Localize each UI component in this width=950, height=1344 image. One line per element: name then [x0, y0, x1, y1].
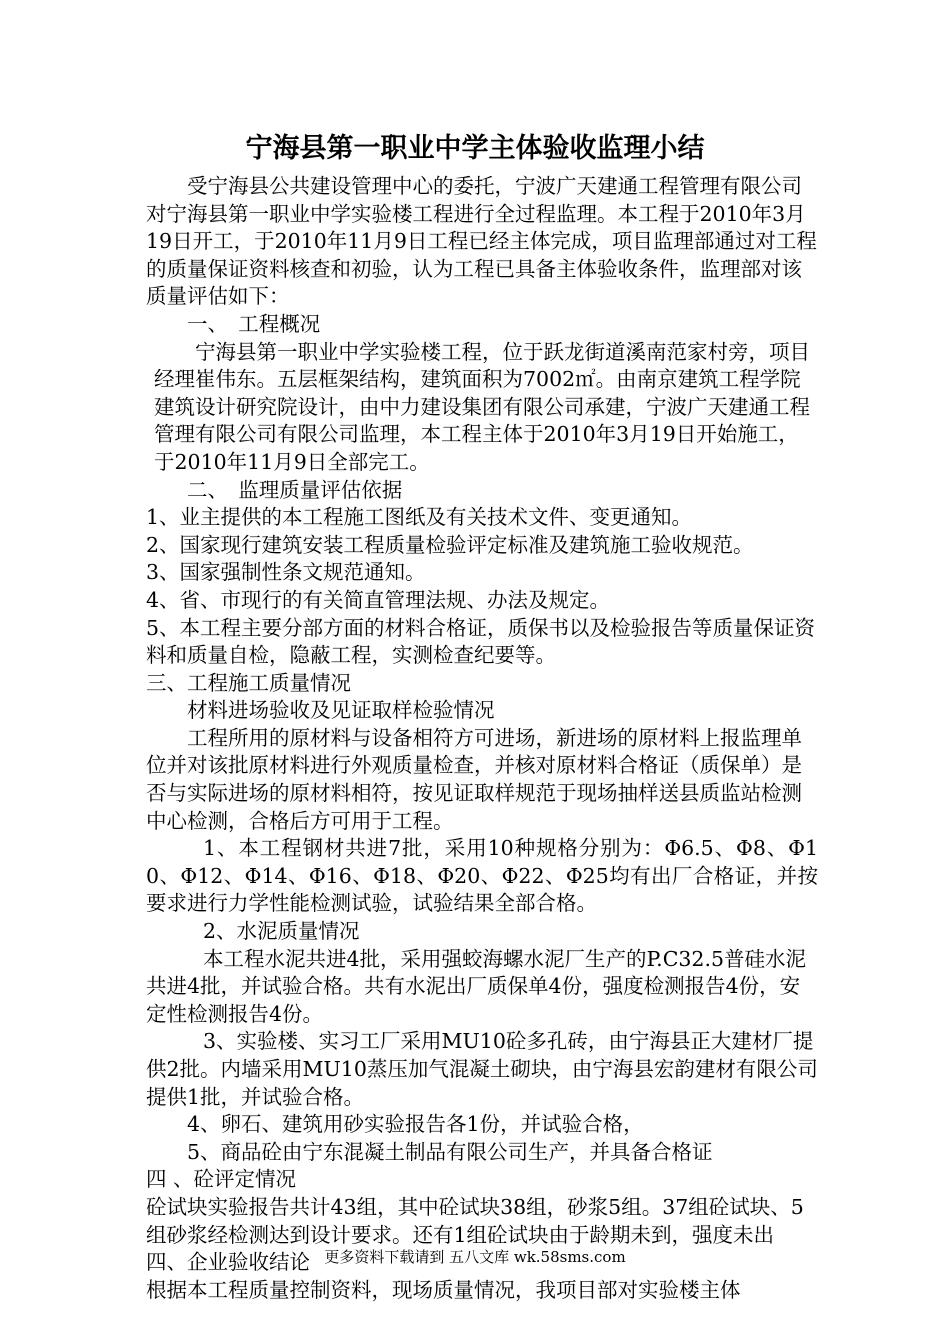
- basis-item-1: 1、业主提供的本工程施工图纸及有关技术文件、变更通知。: [146, 505, 693, 530]
- page-title: 宁海县第一职业中学主体验收监理小结: [245, 133, 705, 164]
- basis-item-2: 2、国家现行建筑安装工程质量检验评定标准及建筑施工验收规范。: [146, 532, 754, 557]
- section-heading-overview: 一、 工程概况: [187, 311, 321, 336]
- brick-paragraph: 3、实验楼、实习工厂采用MU10砼多孔砖，由宁海县正大建材厂提供2批。内墙采用MU10蒸压加气混凝土砌块，由宁海县宏韵建材有限公司提供1批，并试验合格。: [146, 1029, 818, 1109]
- subheading-materials: 材料进场验收及见证取样检验情况: [187, 698, 495, 723]
- concrete-supply-paragraph: 5、商品砼由宁东混凝土制品有限公司生产，并具备合格证: [187, 1139, 713, 1164]
- basis-item-5: 5、本工程主要分部方面的材料合格证，质保书以及检验报告等质量保证资料和质量自检，隐蔽工程，实测检查纪要等。: [146, 615, 816, 668]
- page-footer: 更多资料下载请到 五八文库 wk.58sms.com: [324, 1248, 626, 1266]
- cement-paragraph: 本工程水泥共进4批，采用强蛟海螺水泥厂生产的P.C32.5普硅水泥共进4批，并试验合格。共有水泥出厂质保单4份，强度检测报告4份，安定性检测报告4份。: [146, 946, 807, 1026]
- basis-item-3: 3、国家强制性条文规范通知。: [146, 560, 426, 585]
- materials-paragraph: 工程所用的原材料与设备相符方可进场，新进场的原材料上报监理单位并对该批原材料进行外观质量检查，并核对原材料合格证（质保单）是否与实际进场的原材料相符，按见证取样规范于现场抽样送县质监站检测中心检测，合格后方可用于工程。: [146, 725, 802, 833]
- section-heading-quality: 三、工程施工质量情况: [146, 670, 351, 695]
- steel-paragraph: 1、本工程钢材共进7批，采用10种规格分别为：Φ6.5、Φ8、Φ10、Φ12、Φ14、Φ16、Φ18、Φ20、Φ22、Φ25均有出厂合格证，并按要求进行力学性能检测试验，试验结果全部合格。: [146, 836, 818, 916]
- intro-paragraph: 受宁海县公共建设管理中心的委托，宁波广天建通工程管理有限公司对宁海县第一职业中学实验楼工程进行全过程监理。本工程于2010年3月19日开工，于2010年11月9日工程已经主体完成，项目监理部通过对工程的质量保证资料核查和初验，认为工程已具备主体验收条件，监理部对该质量评估如下：: [146, 174, 817, 309]
- section-heading-basis: 二、 监理质量评估依据: [187, 477, 403, 502]
- document-body: [146, 173, 818, 1304]
- subheading-cement: 2、水泥质量情况: [203, 919, 360, 944]
- concrete-eval-paragraph: 砼试块实验报告共计43组，其中砼试块38组，砂浆5组。37组砼试块、5组砂浆经检测达到设计要求。还有1组砼试块由于龄期未到，强度未出: [146, 1194, 804, 1247]
- conclusion-paragraph: 根据本工程质量控制资料，现场质量情况，我项目部对实验楼主体: [146, 1277, 741, 1302]
- overview-paragraph: 宁海县第一职业中学实验楼工程，位于跃龙街道溪南范家村旁，项目经理崔伟东。五层框架结构，建筑面积为7002㎡。由南京建筑工程学院建筑设计研究院设计，由中力建设集团有限公司承建，宁波广天建通工程管理有限公司有限公司监理，本工程主体于2010年3月19日开始施工，于2010年11月9日全部完工。: [154, 339, 810, 474]
- section-heading-concrete-eval: 四 、砼评定情况: [146, 1167, 297, 1192]
- aggregate-paragraph: 4、卵石、建筑用砂实验报告各1份，并试验合格，: [187, 1112, 644, 1137]
- basis-item-4: 4、省、市现行的有关简直管理法规、办法及规定。: [146, 587, 611, 612]
- section-heading-conclusion: 四、企业验收结论: [146, 1250, 310, 1275]
